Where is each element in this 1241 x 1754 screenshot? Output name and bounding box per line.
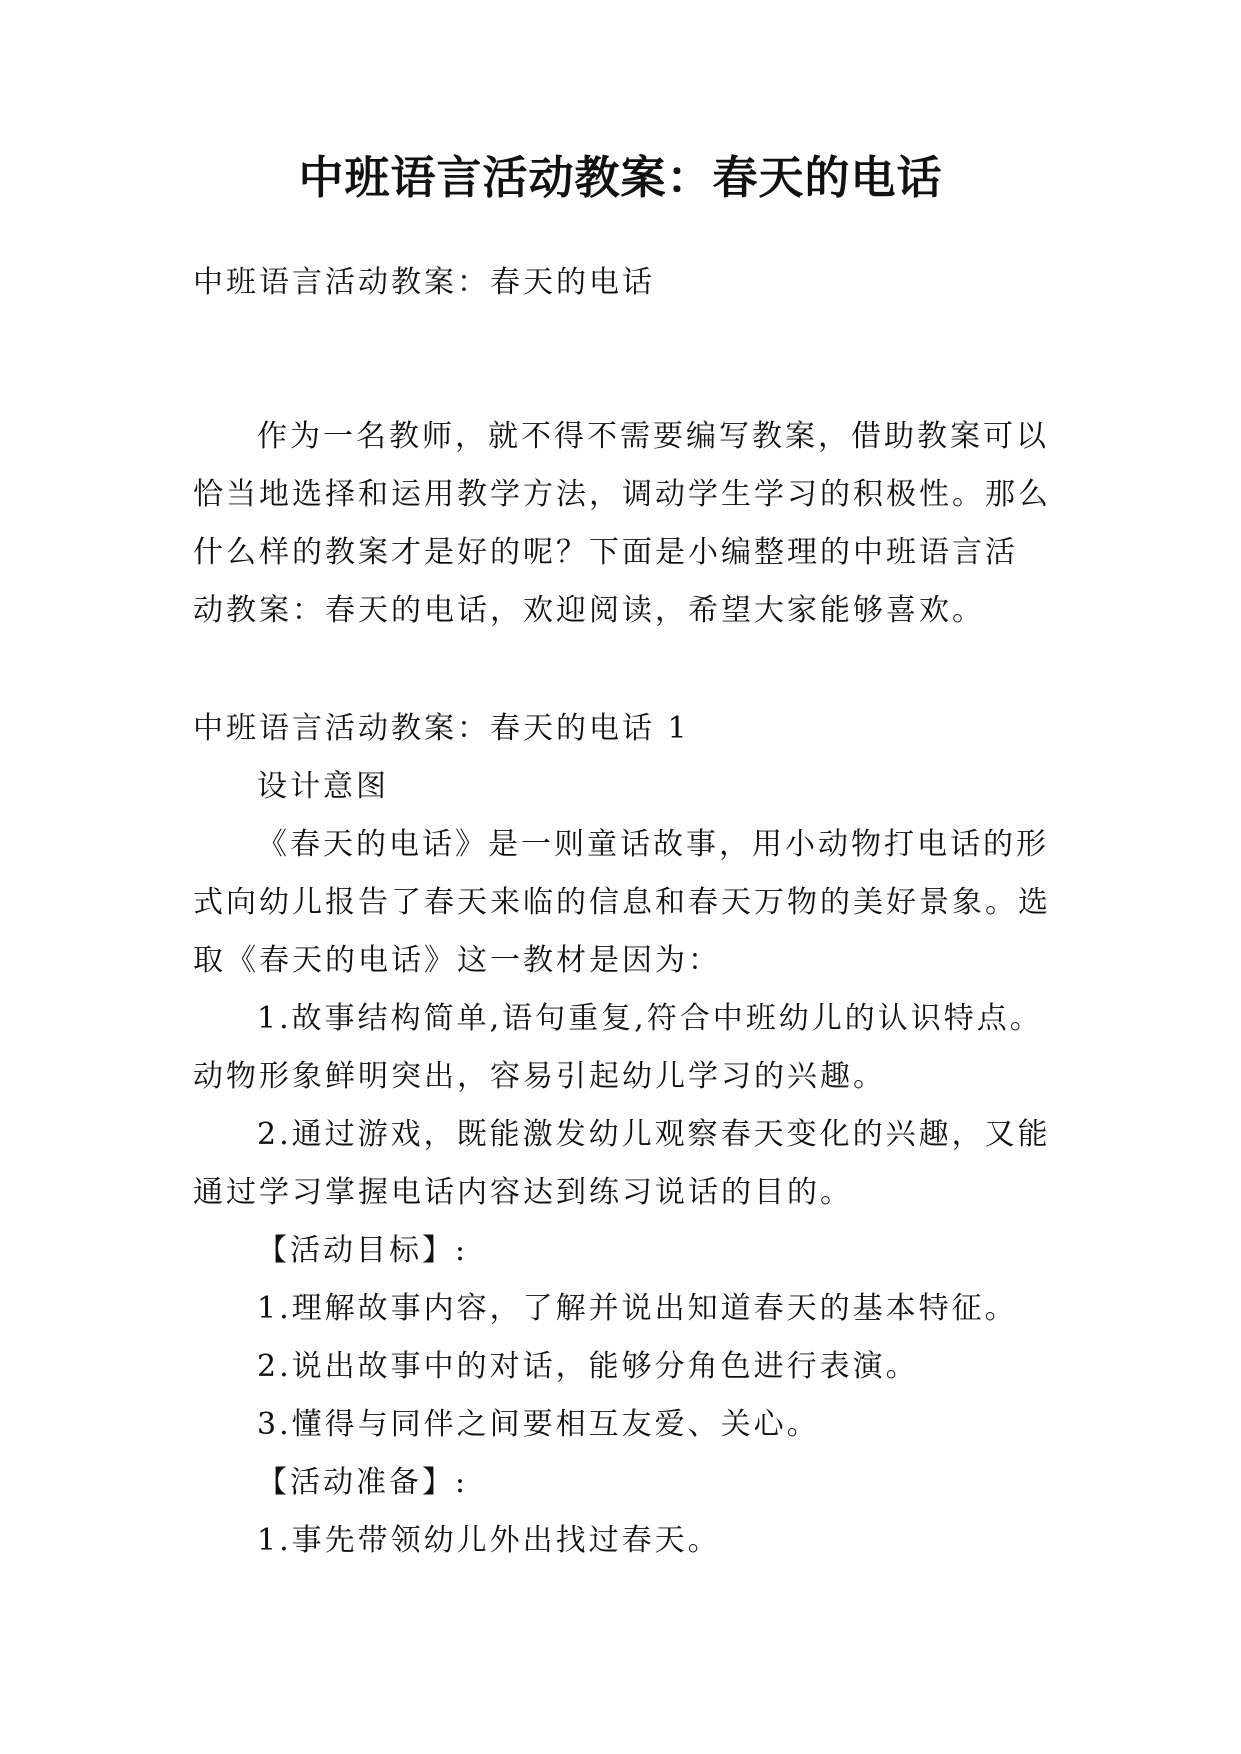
reason-1-line-2: 动物形象鲜明突出，容易引起幼儿学习的兴趣。 — [193, 1059, 886, 1094]
design-intent-heading: 设计意图 — [257, 769, 389, 804]
prep-heading: 【活动准备】: — [257, 1465, 469, 1500]
goal-item: 1.理解故事内容，了解并说出知道春天的基本特征。 — [257, 1291, 1018, 1326]
reason-2-line-1: 2.通过游戏，既能激发幼儿观察春天变化的兴趣，又能 — [257, 1117, 1051, 1152]
goal-item: 3.懂得与同伴之间要相互友爱、关心。 — [257, 1407, 820, 1442]
design-paragraph-line-1: 《春天的电话》是一则童话故事，用小动物打电话的形 — [257, 827, 1049, 862]
goals-heading: 【活动目标】: — [257, 1233, 469, 1268]
intro-line-3: 什么样的教案才是好的呢？下面是小编整理的中班语言活 — [193, 535, 1018, 570]
intro-line-2: 恰当地选择和运用教学方法，调动学生学习的积极性。那么 — [193, 477, 1051, 512]
design-paragraph-line-3: 取《春天的电话》这一教材是因为： — [193, 943, 721, 978]
intro-line-4: 动教案：春天的电话，欢迎阅读，希望大家能够喜欢。 — [193, 593, 985, 628]
section-heading: 中班语言活动教案：春天的电话 1 — [193, 711, 690, 746]
goal-item: 2.说出故事中的对话，能够分角色进行表演。 — [257, 1349, 919, 1384]
reason-1-line-1: 1.故事结构简单,语句重复,符合中班幼儿的认识特点。 — [257, 1001, 1043, 1036]
intro-line-1: 作为一名教师，就不得不需要编写教案，借助教案可以 — [257, 419, 1049, 454]
reason-2-line-2: 通过学习掌握电话内容达到练习说话的目的。 — [193, 1175, 853, 1210]
design-paragraph-line-2: 式向幼儿报告了春天来临的信息和春天万物的美好景象。选 — [193, 885, 1051, 920]
subtitle-line: 中班语言活动教案：春天的电话 — [193, 265, 655, 300]
document-title: 中班语言活动教案：春天的电话 — [298, 151, 943, 204]
prep-item: 1.事先带领幼儿外出找过春天。 — [257, 1523, 721, 1558]
